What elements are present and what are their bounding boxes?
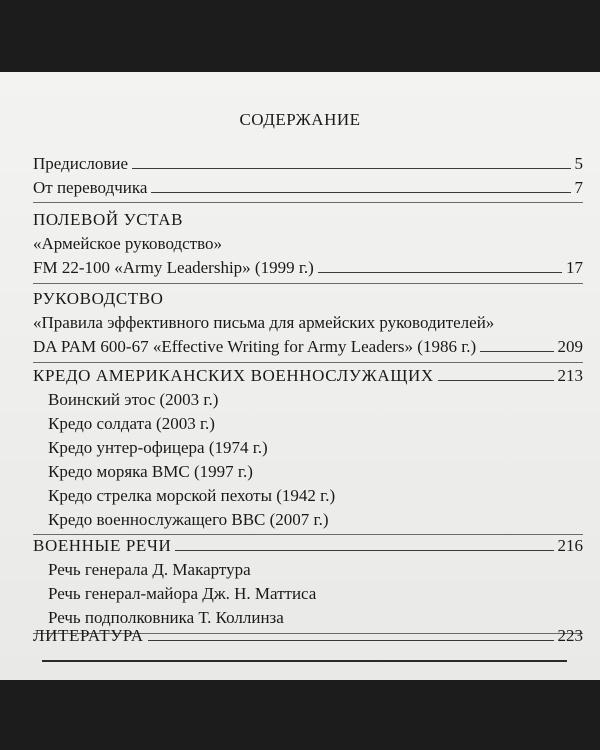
list-item[interactable]: Воинский этос (2003 г.) [48,390,219,409]
entry-label: КРЕДО АМЕРИКАНСКИХ ВОЕННОСЛУЖАЩИХ [33,366,434,385]
entry-page: 216 [557,536,583,555]
section-divider [33,362,583,363]
dot-leader [148,640,554,641]
list-item[interactable]: Кредо стрелка морской пехоты (1942 г.) [48,486,336,505]
list-item[interactable]: Речь генерал-майора Дж. Н. Маттиса [48,584,317,603]
entry-label: ВОЕННЫЕ РЕЧИ [33,536,172,555]
section-heading-guide: РУКОВОДСТВО [33,289,164,308]
dot-leader [438,380,554,381]
list-item[interactable]: Кредо унтер-офицера (1974 г.) [48,438,268,457]
section-subtitle: «Правила эффективного письма для армейских руководителей» [33,313,495,332]
toc-entry-literature[interactable] [33,624,583,646]
list-item[interactable]: Речь подполковника Т. Коллинза [48,608,284,627]
entry-label: От переводчика [33,178,148,197]
entry-page: 209 [557,337,583,356]
toc-entry-creeds[interactable] [33,364,583,386]
dot-leader [132,168,570,169]
entry-page: 7 [574,178,583,197]
entry-page: 223 [557,626,583,645]
dot-leader [480,351,553,352]
entry-page: 213 [557,366,583,385]
entry-label: Предисловие [33,154,129,173]
section-subtitle: «Армейское руководство» [33,234,222,253]
toc-entry-fm-22-100[interactable] [33,256,583,278]
section-divider [33,283,583,284]
list-item[interactable]: Кредо военнослужащего ВВС (2007 г.) [48,510,329,529]
list-item[interactable]: Речь генерала Д. Макартура [48,560,251,579]
toc-entry-preface[interactable] [33,152,583,174]
dot-leader [151,192,570,193]
book-page [0,72,600,680]
section-heading-field-manual: ПОЛЕВОЙ УСТАВ [33,210,184,229]
toc-title: СОДЕРЖАНИЕ [239,110,361,129]
entry-label: ЛИТЕРАТУРА [33,626,144,645]
bottom-rule [42,660,567,662]
toc-entry-translator[interactable] [33,176,583,198]
entry-label: DA PAM 600-67 «Effective Writing for Army Leaders» (1986 г.) [33,337,477,356]
entry-page: 17 [566,258,583,277]
toc-entry-speeches[interactable] [33,534,583,556]
dot-leader [318,272,562,273]
entry-label: FM 22-100 «Army Leadership» (1999 г.) [33,258,314,277]
entry-page: 5 [574,154,583,173]
section-divider [33,202,583,203]
list-item[interactable]: Кредо моряка ВМС (1997 г.) [48,462,253,481]
dot-leader [175,550,553,551]
list-item[interactable]: Кредо солдата (2003 г.) [48,414,215,433]
toc-entry-da-pam-600-67[interactable] [33,335,583,357]
